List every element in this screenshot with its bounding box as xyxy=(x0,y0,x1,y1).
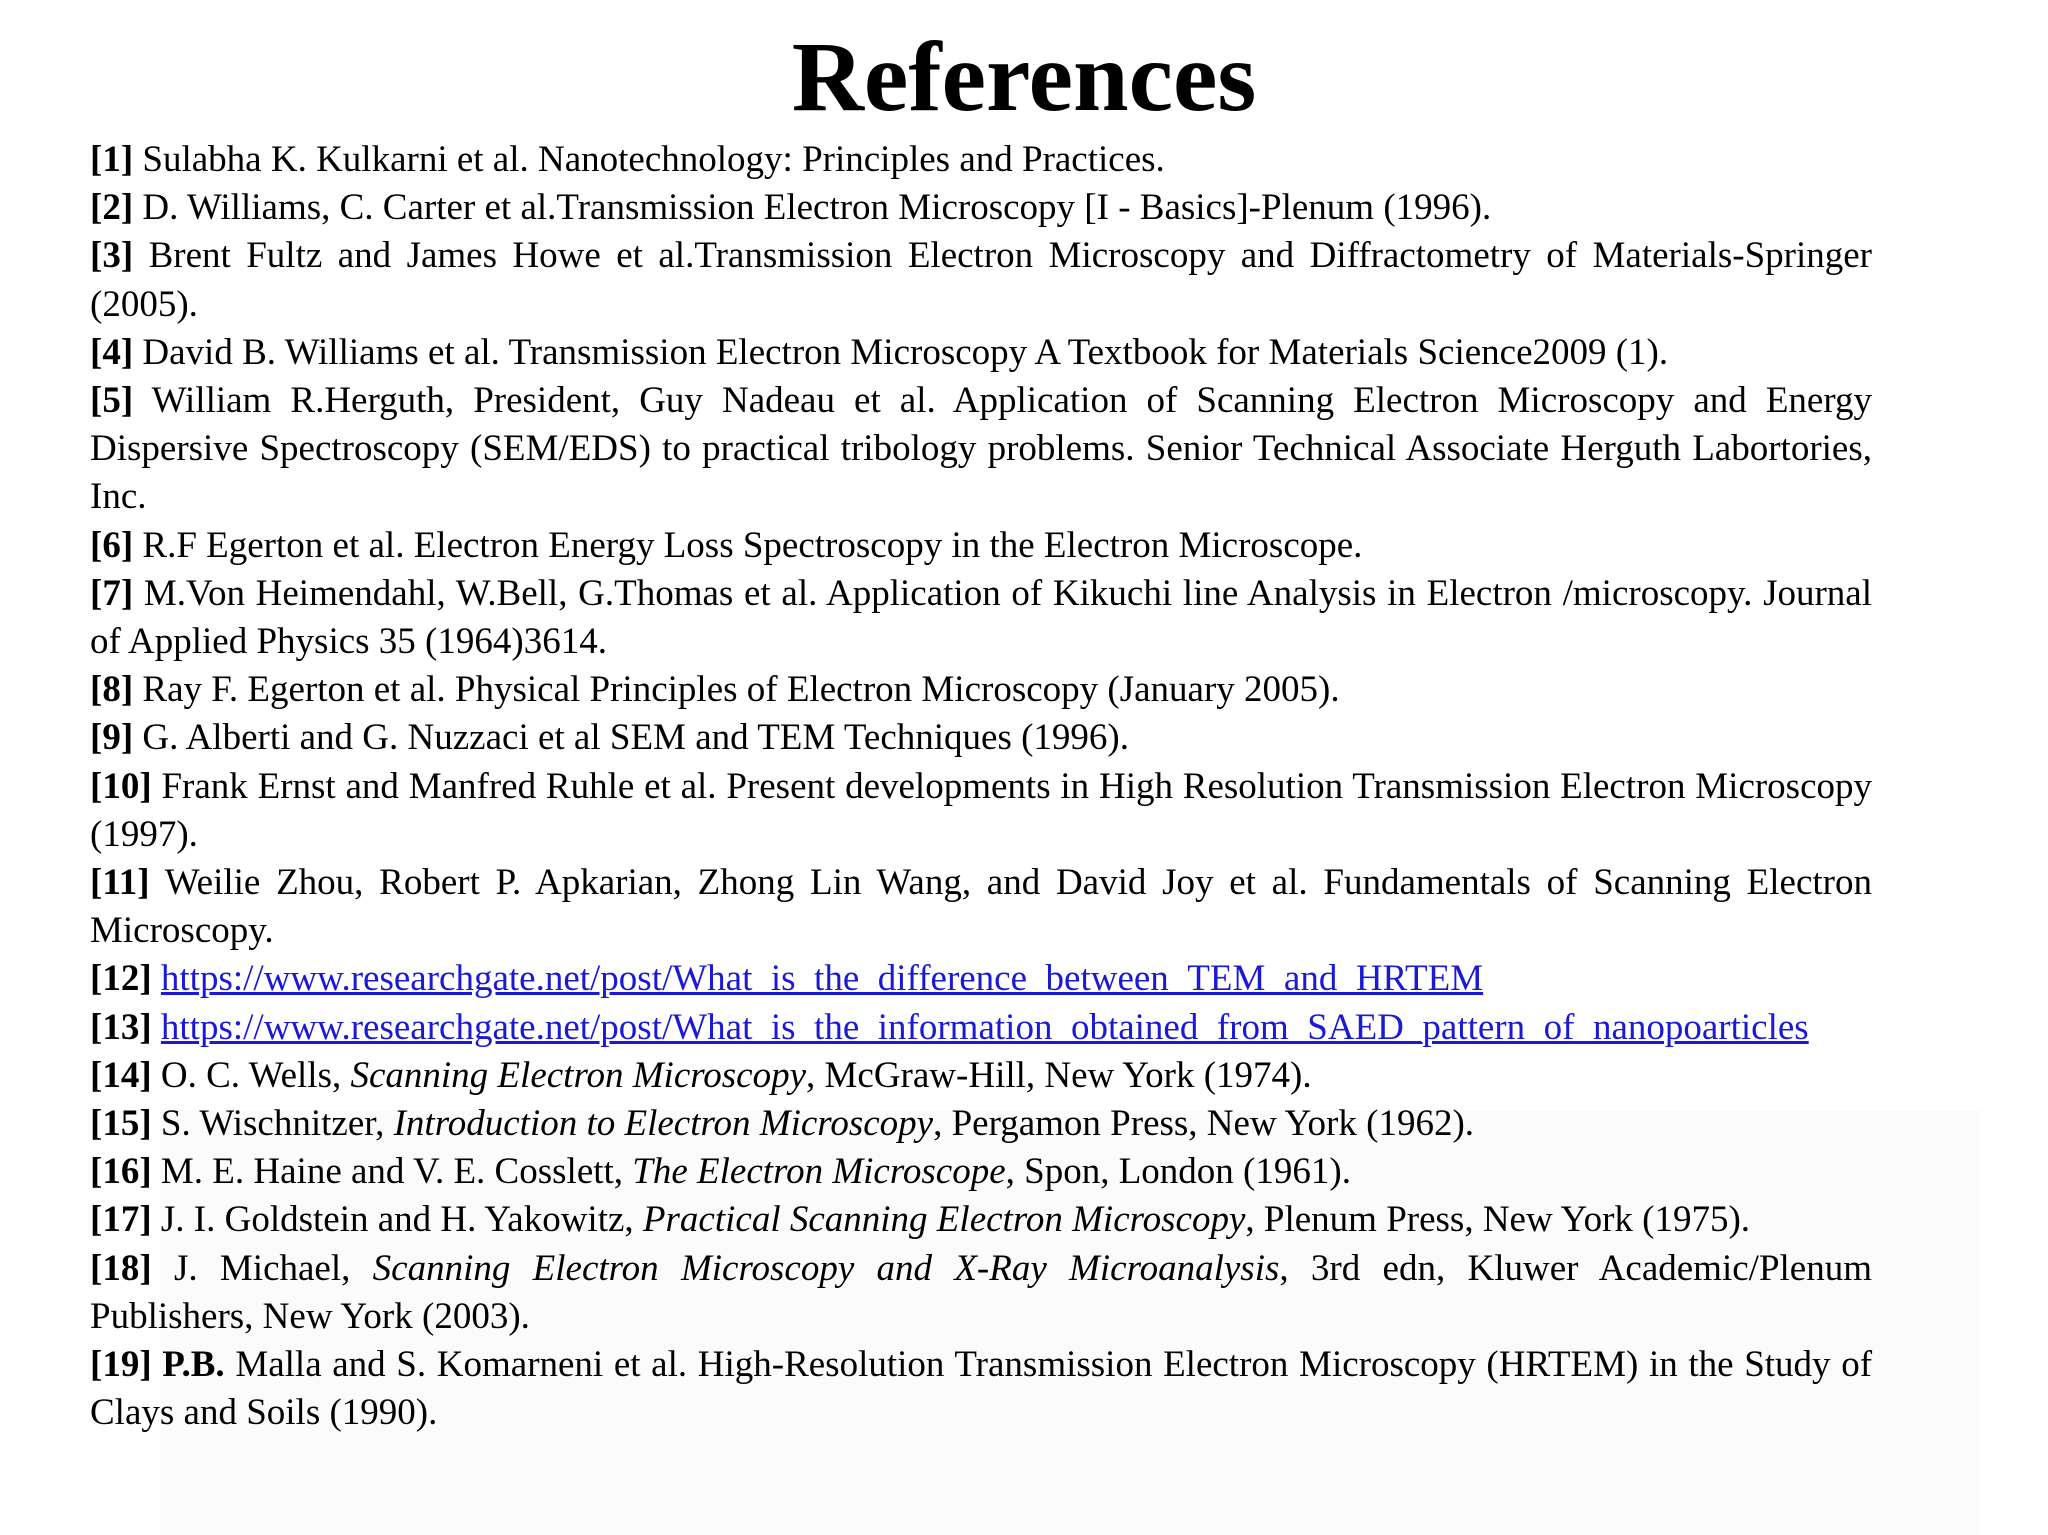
reference-author: J. Michael, xyxy=(173,1247,373,1289)
reference-item xyxy=(90,1148,1872,1196)
reference-item xyxy=(90,763,1872,859)
reference-number: [10] xyxy=(90,765,152,807)
reference-item xyxy=(90,859,1872,955)
reference-text: G. Alberti and G. Nuzzaci et al SEM and TEM Techniques (1996). xyxy=(142,717,1129,759)
page-title: References xyxy=(791,21,1257,132)
reference-item xyxy=(90,184,1872,232)
reference-item xyxy=(90,1100,1872,1148)
reference-number: [11] xyxy=(90,862,150,904)
reference-author: S. Wischnitzer, xyxy=(160,1103,394,1145)
reference-link[interactable]: https://www.researchgate.net/post/What_is_the_difference_between_TEM_and_HRTEM xyxy=(160,958,1484,1000)
reference-item xyxy=(90,714,1872,762)
reference-publisher: , Pergamon Press, New York (1962). xyxy=(933,1103,1475,1145)
reference-number: [9] xyxy=(90,717,134,759)
reference-publisher: , 3rd edn, Kluwer Academic/Plenum Publishers, New York (2003). xyxy=(90,1247,1873,1337)
reference-number: [1] xyxy=(90,139,134,180)
reference-number: [16] xyxy=(90,1151,152,1193)
reference-item xyxy=(90,1004,1872,1052)
reference-number: [2] xyxy=(90,187,134,229)
reference-item xyxy=(90,1341,1872,1437)
reference-number: [8] xyxy=(90,669,134,711)
reference-item xyxy=(90,522,1872,570)
reference-author: M. E. Haine and V. E. Cosslett, xyxy=(160,1151,633,1193)
reference-text: Sulabha K. Kulkarni et al. Nanotechnology: Principles and Practices. xyxy=(142,139,1165,180)
reference-text: Weilie Zhou, Robert P. Apkarian, Zhong Lin Wang, and David Joy et al. Fundamentals of Scanning Electron Microscopy. xyxy=(90,862,1872,952)
reference-book-title: Practical Scanning Electron Microscopy xyxy=(642,1199,1246,1241)
reference-book-title: Scanning Electron Microscopy xyxy=(350,1054,807,1096)
reference-text: Frank Ernst and Manfred Ruhle et al. Present developments in High Resolution Transmission Electron Microscopy (1997). xyxy=(90,765,1873,855)
reference-publisher: , Plenum Press, New York (1975). xyxy=(1245,1199,1751,1241)
reference-text: Brent Fultz and James Howe et al.Transmission Electron Microscopy and Diffractometry of Materials-Springer (2005). xyxy=(90,235,1872,325)
reference-number: [19] xyxy=(90,1344,152,1386)
reference-publisher: , McGraw-Hill, New York (1974). xyxy=(806,1054,1312,1096)
reference-item xyxy=(90,955,1872,1003)
reference-author: J. I. Goldstein and H. Yakowitz, xyxy=(160,1199,643,1241)
reference-list xyxy=(0,136,1872,1437)
reference-book-title: Introduction to Electron Microscopy xyxy=(393,1103,934,1145)
reference-text: D. Williams, C. Carter et al.Transmission Electron Microscopy [I - Basics]-Plenum (1996). xyxy=(142,187,1492,229)
reference-item xyxy=(90,570,1872,666)
reference-item xyxy=(90,1052,1872,1100)
reference-publisher: , Spon, London (1961). xyxy=(1005,1151,1351,1193)
reference-text: Ray F. Egerton et al. Physical Principles of Electron Microscopy (January 2005). xyxy=(142,669,1340,711)
reference-book-title: Scanning Electron Microscopy and X-Ray Microanalysis xyxy=(372,1247,1280,1289)
reference-number: [14] xyxy=(90,1054,152,1096)
reference-number: [3] xyxy=(90,235,134,277)
reference-item xyxy=(90,666,1872,714)
reference-item xyxy=(90,329,1872,377)
reference-number: [17] xyxy=(90,1199,152,1241)
reference-item xyxy=(90,1196,1872,1244)
reference-text: William R.Herguth, President, Guy Nadeau et al. Application of Scanning Electron Microscopy and Energy Dispersive Spectroscopy (SEM/EDS) to practical tribology problems. Senior Technical Associate Herguth Labortories, Inc. xyxy=(90,380,1872,518)
reference-item xyxy=(90,377,1872,522)
reference-author: O. C. Wells, xyxy=(160,1054,351,1096)
reference-number: [12] xyxy=(90,958,152,1000)
reference-number: [4] xyxy=(90,331,134,373)
reference-item xyxy=(90,1245,1872,1341)
reference-number: [7] xyxy=(90,572,134,614)
reference-number: [18] xyxy=(90,1247,152,1289)
reference-text: David B. Williams et al. Transmission Electron Microscopy A Textbook for Materials Science2009 (1). xyxy=(142,331,1669,373)
reference-number: [13] xyxy=(90,1006,152,1048)
reference-number: [5] xyxy=(90,380,134,422)
reference-lead: P.B. xyxy=(162,1344,225,1386)
reference-link[interactable]: https://www.researchgate.net/post/What_is_the_information_obtained_from_SAED_pattern_of_nanopoarticles xyxy=(160,1006,1809,1048)
reference-text: Malla and S. Komarneni et al. High-Resolution Transmission Electron Microscopy (HRTEM) in the Study of Clays and Soils (1990). xyxy=(90,1344,1873,1434)
reference-text: R.F Egerton et al. Electron Energy Loss Spectroscopy in the Electron Microscope. xyxy=(142,524,1363,566)
reference-number: [15] xyxy=(90,1103,152,1145)
reference-text: M.Von Heimendahl, W.Bell, G.Thomas et al. Application of Kikuchi line Analysis in Electron /microscopy. Journal of Applied Physics 35 (1964)3614. xyxy=(90,572,1872,663)
reference-item xyxy=(90,232,1872,328)
reference-number: [6] xyxy=(90,524,134,566)
reference-book-title: The Electron Microscope xyxy=(632,1151,1006,1193)
reference-item xyxy=(90,136,1872,184)
